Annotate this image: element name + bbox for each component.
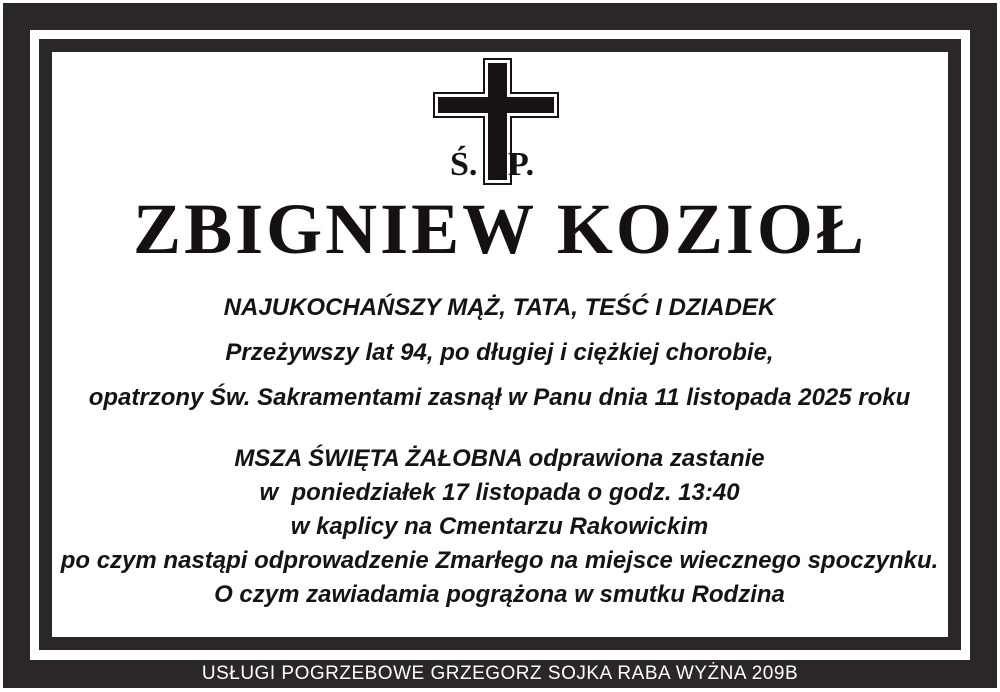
obituary-line-death: opatrzony Św. Sakramentami zasnął w Panu dnia 11 listopada 2025 roku	[88, 384, 911, 411]
funeral-home-text: USŁUGI POGRZEBOWE GRZEGORZ SOJKA RABA WYŻNA 209B	[201, 663, 799, 684]
mass-line: MSZA ŚWIĘTA ŻAŁOBNA odprawiona zastanie	[234, 445, 765, 472]
mass-date-line: w poniedziałek 17 listopada o godz. 13:40	[259, 479, 740, 506]
obituary-text-block	[51, 296, 948, 607]
family-line: O czym zawiadamia pogrążona w smutku Rodzina	[214, 581, 785, 608]
epitaph-line: NAJUKOCHAŃSZY MĄŻ, TATA, TEŚĆ I DZIADEK	[223, 294, 776, 321]
burial-line: po czym nastąpi odprowadzenie Zmarłego na miejsce wiecznego spoczynku.	[60, 547, 939, 574]
sp-left-label: Ś.	[450, 146, 478, 183]
obituary-line-age: Przeżywszy lat 94, po długiej i ciężkiej chorobie,	[225, 339, 774, 366]
sp-right-label: P.	[508, 146, 535, 183]
deceased-name: ZBIGNIEW KOZIOŁ	[133, 189, 867, 269]
mass-place-line: w kaplicy na Cmentarzu Rakowickim	[290, 513, 709, 540]
